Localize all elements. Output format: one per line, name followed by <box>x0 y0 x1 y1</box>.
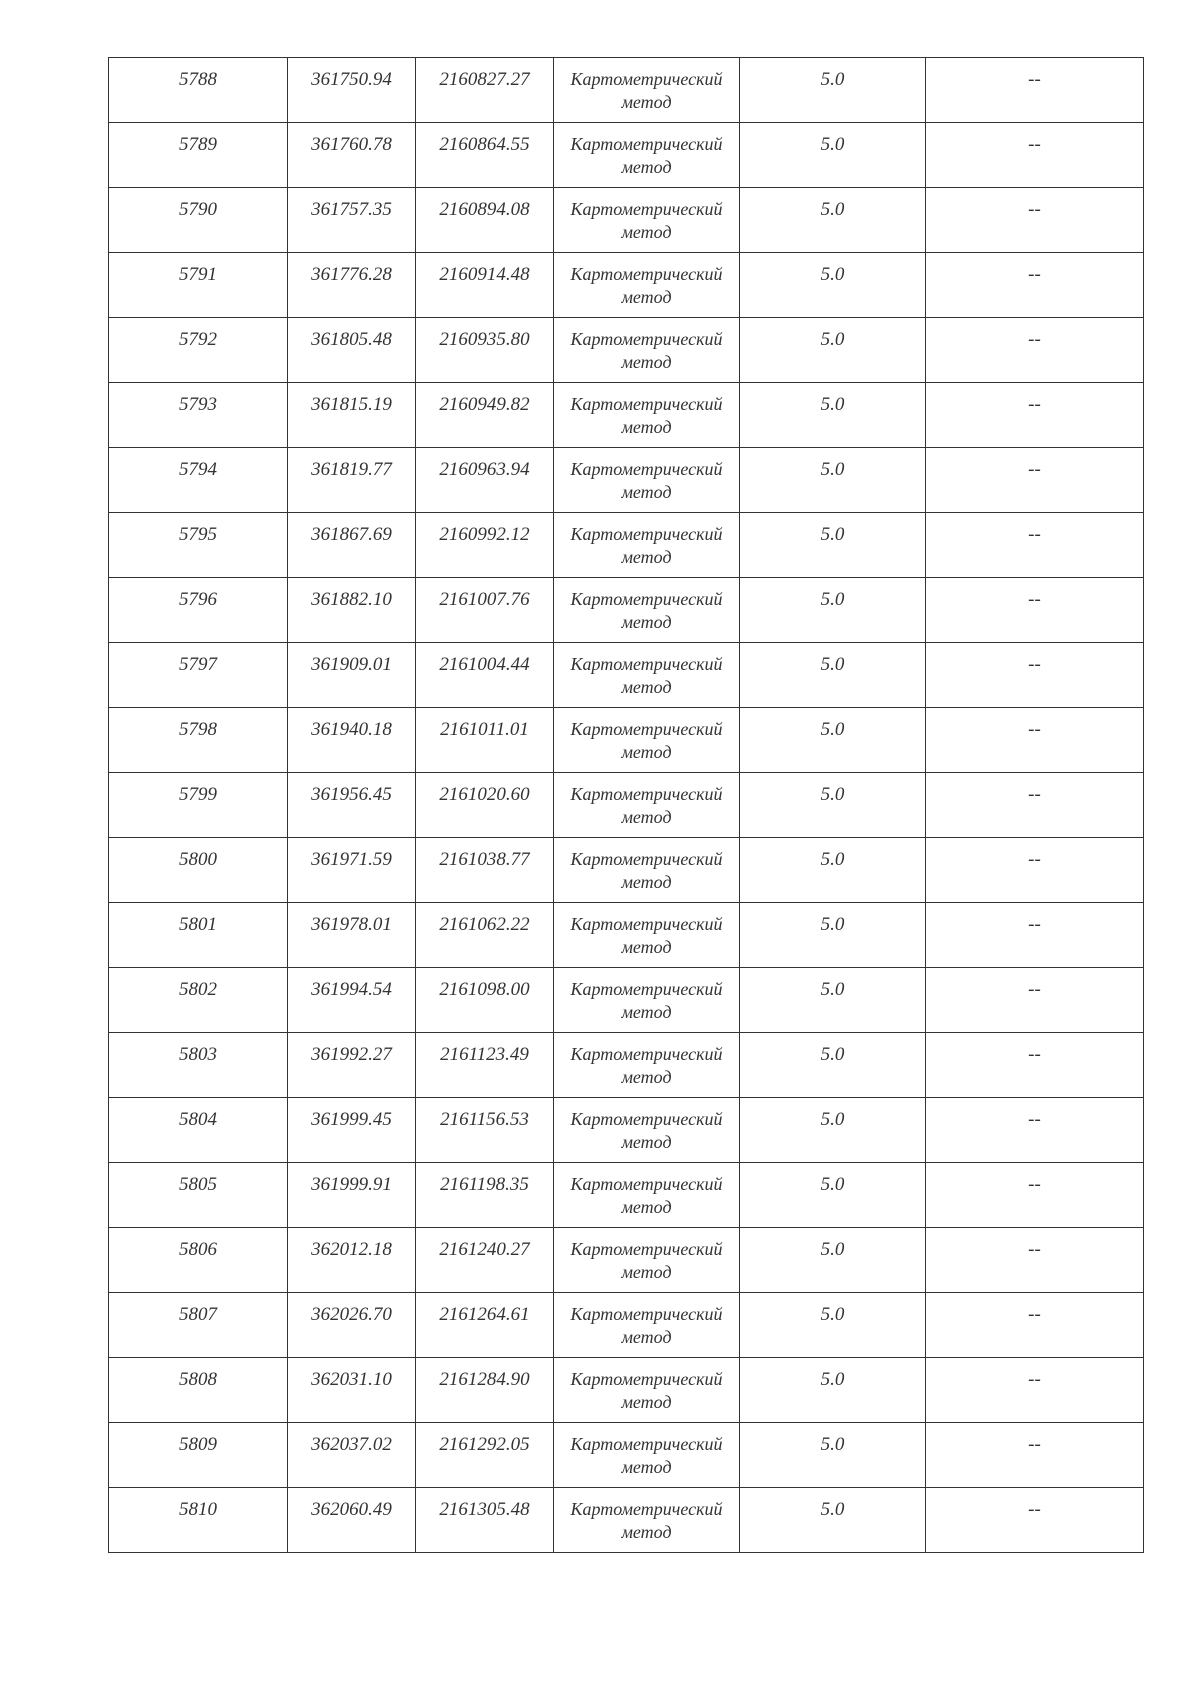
table-row <box>109 1033 1144 1098</box>
x-coordinate-cell: 361956.45 <box>288 773 416 838</box>
accuracy-cell: 5.0 <box>740 1293 926 1358</box>
x-coordinate-cell: 361760.78 <box>288 123 416 188</box>
note-cell: -- <box>926 253 1144 318</box>
accuracy-cell: 5.0 <box>740 1488 926 1553</box>
accuracy-cell: 5.0 <box>740 708 926 773</box>
x-coordinate-cell: 361999.91 <box>288 1163 416 1228</box>
method-cell: Картометрический метод <box>554 903 740 968</box>
table-row <box>109 1488 1144 1553</box>
accuracy-cell: 5.0 <box>740 968 926 1033</box>
accuracy-cell: 5.0 <box>740 188 926 253</box>
note-cell: -- <box>926 383 1144 448</box>
method-cell: Картометрический метод <box>554 773 740 838</box>
note-cell: -- <box>926 448 1144 513</box>
method-cell: Картометрический метод <box>554 1098 740 1163</box>
y-coordinate-cell: 2161305.48 <box>416 1488 554 1553</box>
method-cell: Картометрический метод <box>554 318 740 383</box>
x-coordinate-cell: 361805.48 <box>288 318 416 383</box>
point-number-cell: 5799 <box>109 773 288 838</box>
table-row <box>109 708 1144 773</box>
table-row <box>109 1423 1144 1488</box>
accuracy-cell: 5.0 <box>740 773 926 838</box>
note-cell: -- <box>926 838 1144 903</box>
note-cell: -- <box>926 58 1144 123</box>
y-coordinate-cell: 2161240.27 <box>416 1228 554 1293</box>
x-coordinate-cell: 361819.77 <box>288 448 416 513</box>
accuracy-cell: 5.0 <box>740 578 926 643</box>
x-coordinate-cell: 361992.27 <box>288 1033 416 1098</box>
note-cell: -- <box>926 1358 1144 1423</box>
accuracy-cell: 5.0 <box>740 58 926 123</box>
note-cell: -- <box>926 188 1144 253</box>
method-cell: Картометрический метод <box>554 1358 740 1423</box>
method-cell: Картометрический метод <box>554 578 740 643</box>
point-number-cell: 5794 <box>109 448 288 513</box>
x-coordinate-cell: 361971.59 <box>288 838 416 903</box>
table-row <box>109 1098 1144 1163</box>
x-coordinate-cell: 361750.94 <box>288 58 416 123</box>
point-number-cell: 5802 <box>109 968 288 1033</box>
table-row <box>109 318 1144 383</box>
accuracy-cell: 5.0 <box>740 643 926 708</box>
point-number-cell: 5797 <box>109 643 288 708</box>
y-coordinate-cell: 2161292.05 <box>416 1423 554 1488</box>
table-row <box>109 188 1144 253</box>
method-cell: Картометрический метод <box>554 1293 740 1358</box>
y-coordinate-cell: 2160864.55 <box>416 123 554 188</box>
point-number-cell: 5806 <box>109 1228 288 1293</box>
accuracy-cell: 5.0 <box>740 1358 926 1423</box>
table-row <box>109 643 1144 708</box>
x-coordinate-cell: 361776.28 <box>288 253 416 318</box>
point-number-cell: 5796 <box>109 578 288 643</box>
accuracy-cell: 5.0 <box>740 1228 926 1293</box>
x-coordinate-cell: 361940.18 <box>288 708 416 773</box>
x-coordinate-cell: 361909.01 <box>288 643 416 708</box>
table-row <box>109 513 1144 578</box>
accuracy-cell: 5.0 <box>740 123 926 188</box>
table-row <box>109 838 1144 903</box>
point-number-cell: 5795 <box>109 513 288 578</box>
y-coordinate-cell: 2161011.01 <box>416 708 554 773</box>
accuracy-cell: 5.0 <box>740 1098 926 1163</box>
y-coordinate-cell: 2160992.12 <box>416 513 554 578</box>
x-coordinate-cell: 361815.19 <box>288 383 416 448</box>
method-cell: Картометрический метод <box>554 1163 740 1228</box>
x-coordinate-cell: 361757.35 <box>288 188 416 253</box>
note-cell: -- <box>926 1488 1144 1553</box>
note-cell: -- <box>926 1033 1144 1098</box>
x-coordinate-cell: 362026.70 <box>288 1293 416 1358</box>
method-cell: Картометрический метод <box>554 513 740 578</box>
table-row <box>109 58 1144 123</box>
accuracy-cell: 5.0 <box>740 1163 926 1228</box>
table-row <box>109 383 1144 448</box>
note-cell: -- <box>926 773 1144 838</box>
point-number-cell: 5801 <box>109 903 288 968</box>
table-row <box>109 1228 1144 1293</box>
y-coordinate-cell: 2161007.76 <box>416 578 554 643</box>
y-coordinate-cell: 2161004.44 <box>416 643 554 708</box>
accuracy-cell: 5.0 <box>740 513 926 578</box>
x-coordinate-cell: 362037.02 <box>288 1423 416 1488</box>
method-cell: Картометрический метод <box>554 58 740 123</box>
method-cell: Картометрический метод <box>554 383 740 448</box>
table-row <box>109 578 1144 643</box>
point-number-cell: 5793 <box>109 383 288 448</box>
point-number-cell: 5810 <box>109 1488 288 1553</box>
table-row <box>109 448 1144 513</box>
note-cell: -- <box>926 968 1144 1033</box>
method-cell: Картометрический метод <box>554 1033 740 1098</box>
method-cell: Картометрический метод <box>554 448 740 513</box>
point-number-cell: 5791 <box>109 253 288 318</box>
point-number-cell: 5789 <box>109 123 288 188</box>
y-coordinate-cell: 2160827.27 <box>416 58 554 123</box>
y-coordinate-cell: 2161156.53 <box>416 1098 554 1163</box>
table-row <box>109 1163 1144 1228</box>
method-cell: Картометрический метод <box>554 253 740 318</box>
table-row <box>109 1358 1144 1423</box>
method-cell: Картометрический метод <box>554 708 740 773</box>
y-coordinate-cell: 2160935.80 <box>416 318 554 383</box>
note-cell: -- <box>926 1163 1144 1228</box>
y-coordinate-cell: 2161123.49 <box>416 1033 554 1098</box>
note-cell: -- <box>926 1293 1144 1358</box>
y-coordinate-cell: 2160894.08 <box>416 188 554 253</box>
accuracy-cell: 5.0 <box>740 1033 926 1098</box>
table-row <box>109 253 1144 318</box>
y-coordinate-cell: 2161098.00 <box>416 968 554 1033</box>
accuracy-cell: 5.0 <box>740 838 926 903</box>
point-number-cell: 5790 <box>109 188 288 253</box>
method-cell: Картометрический метод <box>554 188 740 253</box>
accuracy-cell: 5.0 <box>740 903 926 968</box>
table-row <box>109 968 1144 1033</box>
method-cell: Картометрический метод <box>554 643 740 708</box>
note-cell: -- <box>926 903 1144 968</box>
accuracy-cell: 5.0 <box>740 1423 926 1488</box>
y-coordinate-cell: 2161284.90 <box>416 1358 554 1423</box>
accuracy-cell: 5.0 <box>740 318 926 383</box>
note-cell: -- <box>926 1098 1144 1163</box>
table-row <box>109 903 1144 968</box>
point-number-cell: 5807 <box>109 1293 288 1358</box>
point-number-cell: 5809 <box>109 1423 288 1488</box>
x-coordinate-cell: 361867.69 <box>288 513 416 578</box>
note-cell: -- <box>926 578 1144 643</box>
method-cell: Картометрический метод <box>554 1423 740 1488</box>
point-number-cell: 5808 <box>109 1358 288 1423</box>
x-coordinate-cell: 362031.10 <box>288 1358 416 1423</box>
x-coordinate-cell: 361882.10 <box>288 578 416 643</box>
point-number-cell: 5803 <box>109 1033 288 1098</box>
x-coordinate-cell: 361978.01 <box>288 903 416 968</box>
note-cell: -- <box>926 708 1144 773</box>
y-coordinate-cell: 2160963.94 <box>416 448 554 513</box>
y-coordinate-cell: 2161264.61 <box>416 1293 554 1358</box>
y-coordinate-cell: 2161038.77 <box>416 838 554 903</box>
y-coordinate-cell: 2160914.48 <box>416 253 554 318</box>
method-cell: Картометрический метод <box>554 1488 740 1553</box>
y-coordinate-cell: 2161198.35 <box>416 1163 554 1228</box>
table-row <box>109 773 1144 838</box>
coordinates-table <box>108 57 1144 1553</box>
note-cell: -- <box>926 318 1144 383</box>
table-row <box>109 1293 1144 1358</box>
note-cell: -- <box>926 123 1144 188</box>
x-coordinate-cell: 362060.49 <box>288 1488 416 1553</box>
note-cell: -- <box>926 643 1144 708</box>
x-coordinate-cell: 361994.54 <box>288 968 416 1033</box>
method-cell: Картометрический метод <box>554 968 740 1033</box>
point-number-cell: 5804 <box>109 1098 288 1163</box>
method-cell: Картометрический метод <box>554 838 740 903</box>
x-coordinate-cell: 362012.18 <box>288 1228 416 1293</box>
point-number-cell: 5788 <box>109 58 288 123</box>
x-coordinate-cell: 361999.45 <box>288 1098 416 1163</box>
note-cell: -- <box>926 1423 1144 1488</box>
accuracy-cell: 5.0 <box>740 253 926 318</box>
accuracy-cell: 5.0 <box>740 383 926 448</box>
point-number-cell: 5805 <box>109 1163 288 1228</box>
point-number-cell: 5800 <box>109 838 288 903</box>
point-number-cell: 5798 <box>109 708 288 773</box>
coordinates-table-body <box>109 58 1144 1553</box>
method-cell: Картометрический метод <box>554 1228 740 1293</box>
note-cell: -- <box>926 1228 1144 1293</box>
point-number-cell: 5792 <box>109 318 288 383</box>
accuracy-cell: 5.0 <box>740 448 926 513</box>
note-cell: -- <box>926 513 1144 578</box>
method-cell: Картометрический метод <box>554 123 740 188</box>
y-coordinate-cell: 2160949.82 <box>416 383 554 448</box>
y-coordinate-cell: 2161020.60 <box>416 773 554 838</box>
table-row <box>109 123 1144 188</box>
y-coordinate-cell: 2161062.22 <box>416 903 554 968</box>
